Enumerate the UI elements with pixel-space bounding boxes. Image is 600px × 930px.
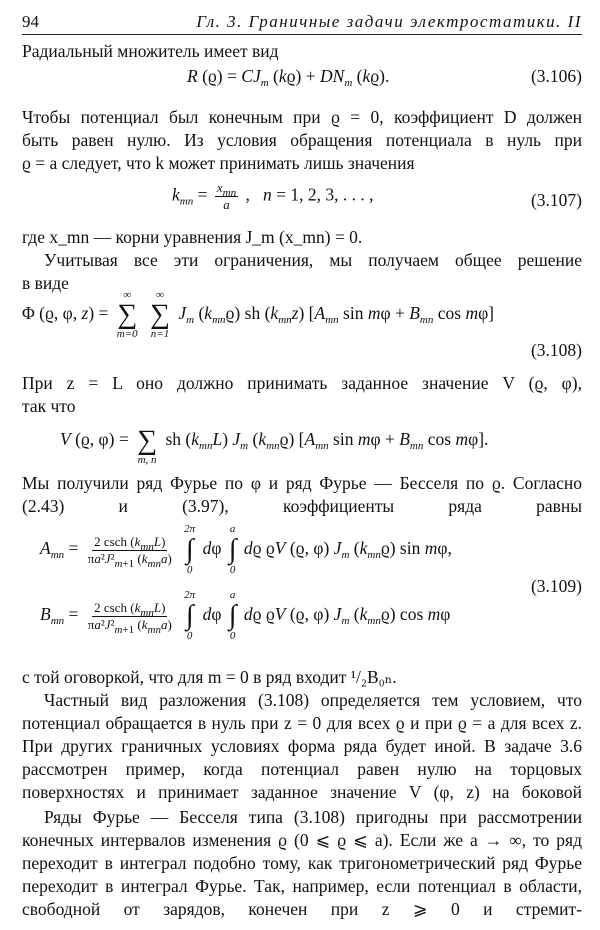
- equation-3-107: $k_{mn}$ = $\frac{x_{mn}}{a}$ , n = 1, 2, 3, . . . ,: [172, 180, 374, 212]
- paragraph-line: Учитывая все эти ограничения, мы получаем общее решение: [44, 250, 582, 270]
- equation-3-108: Φ (ϱ, φ, z) = ∞ ∑ m=0 ∞ ∑ n=1 $J_m$ $(k_{mn}ϱ)$ sh $(k_{mn}z)$ [$A_{mn}$ $\sin m\varphi + B_{mn}$ cos mφ]: [22, 289, 495, 340]
- book-page: [22, 10, 582, 919]
- paragraph-line: в виде: [22, 273, 69, 293]
- running-title: Гл. 3. Граничные задачи электростатики. II: [196, 12, 582, 31]
- equation-number: (3.109): [530, 576, 582, 596]
- equation-number: (3.107): [530, 190, 582, 210]
- equation-3-109-b: $B_{mn}$ = $\frac{2 \csc h (k_{mn}L)}{\pi a^2J^2_{m+1} (k_{mn}a)}$ 2π ∫ 0 dφ a ∫ 0 dϱ ϱV (ϱ, φ) $J_m$ $(k_{mn}ϱ)$ cos mφ: [40, 589, 451, 642]
- equation-3-109-a: $A_{mn}$ = $\frac{2 \csc h (k_{mn}L)}{\pi a^2J^2_{m+1} (k_{mn}a)}$ 2π ∫ 0 dφ a ∫ 0 dϱ ϱV (ϱ, φ) $J_m$ $(k_{mn}ϱ)$ sin mφ,: [40, 523, 452, 576]
- paragraph: Ряды Фурье — Бесселя типа (3.108) пригодны при рассмотрении конечных интервалов изменения ϱ (0 ⩽ ϱ ⩽ a). Если же a → ∞, то ряд переходит в интеграл подобно тому, как тригонометрический ряд Фурье переходит в интеграл Фурье. Так, например, если потенциал в области, свободной от зарядов, конечен при z ⩾ 0 и стремит-: [22, 807, 582, 919]
- page-header: [22, 10, 582, 35]
- paragraph: с той оговоркой, что для m = 0 в ряд входит ¹/₂B₀ₙ.: [22, 667, 397, 687]
- paragraph: Радиальный множитель имеет вид: [22, 41, 279, 61]
- paragraph-line: Чтобы потенциал был конечным при ϱ = 0, коэффициент D должен: [22, 107, 582, 127]
- equation-3-106: R $(ϱ) = CJ_m$ $(kϱ) + DN_m$ (kϱ).: [187, 66, 390, 89]
- paragraph-line: ϱ = a следует, что k может принимать лишь значения: [22, 153, 415, 173]
- page-number: 94: [22, 12, 39, 31]
- equation-number: (3.106): [530, 66, 582, 86]
- paragraph-line: При z = L оно должно принимать заданное значение V (ϱ, φ),: [22, 373, 582, 393]
- paragraph: где x_mn — корни уравнения J_m (x_mn) = 0.: [22, 227, 363, 247]
- paragraph-line: так что: [22, 396, 76, 416]
- paragraph-line: быть равен нулю. Из условия обращения потенциала в нуль при: [22, 130, 582, 150]
- paragraph: Частный вид разложения (3.108) определяется тем условием, что потенциал обращается в нуль при z = 0 для всех ϱ и при ϱ = a для всех z. При других граничных условиях форма ряда будет иной. В задаче 3.6 рассмотрен пример, когда потенциал равен нулю на торцовых поверхностях и принимает заданное значение V (φ, z) на боковой: [22, 690, 582, 802]
- equation-number: (3.108): [530, 340, 582, 360]
- paragraph: Мы получили ряд Фурье по φ и ряд Фурье — Бесселя по ϱ. Согласно (2.43) и (3.97), коэффициенты ряда равны: [22, 473, 582, 516]
- equation-boundary: V (ϱ, φ) = ∑ m, n sh $(k_{mn}L)$ $J_m$ $(k_{mn}ϱ)$ [$A_{mn}$ $\sin m\varphi + B_{mn}$ cos mφ].: [60, 425, 489, 466]
